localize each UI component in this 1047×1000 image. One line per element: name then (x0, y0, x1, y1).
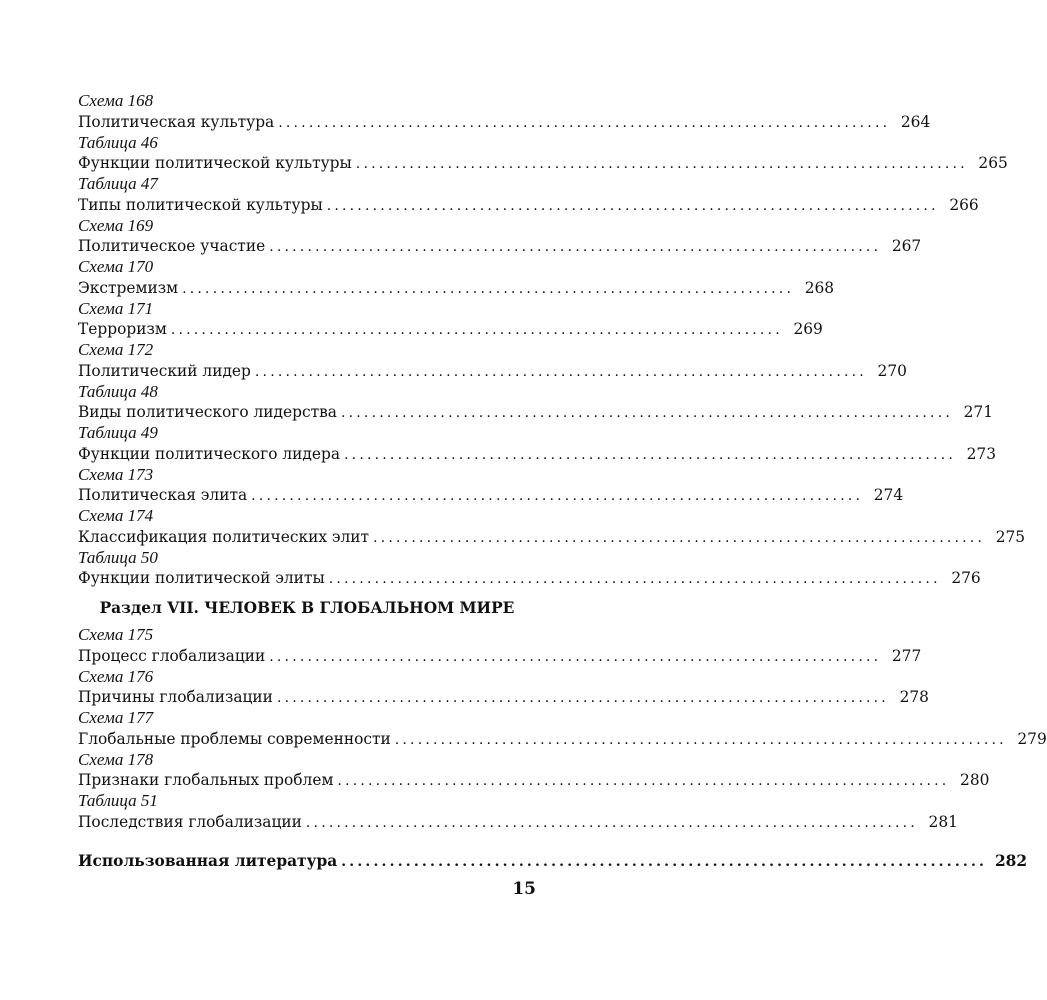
toc-entry[interactable] (78, 527, 1026, 548)
entry-page: 277 (891, 646, 922, 665)
dot-leader: ................................................................................ (394, 731, 1007, 748)
entry-title: Политический лидер (78, 361, 251, 380)
spacer (78, 833, 536, 851)
toc-entry[interactable] (78, 195, 979, 216)
entry-page: 279 (1017, 729, 1047, 748)
entry-label: Схема 173 (78, 464, 154, 484)
entry-title: Политическое участие (78, 237, 266, 256)
toc-entry[interactable] (78, 812, 958, 833)
entry-page: 270 (877, 361, 907, 380)
entry-page: 273 (966, 444, 997, 463)
entry-title: Использованная литература (78, 851, 338, 870)
entry-page: 264 (900, 112, 931, 131)
entry-label: Схема 175 (78, 625, 154, 644)
entry-label: Схема 171 (78, 298, 154, 318)
entry-label: Таблица 48 (78, 381, 158, 401)
section-entries (78, 625, 1047, 833)
entry-title: Функции политической элиты (78, 569, 325, 588)
toc-entry[interactable] (78, 361, 907, 382)
entry-page: 280 (960, 771, 990, 790)
toc-entries (78, 91, 1026, 589)
entry-title: Политическая культура (78, 112, 275, 131)
dot-leader: ................................................................................ (269, 239, 882, 256)
entry-page: 268 (804, 278, 835, 297)
dot-leader: ................................................................................ (326, 197, 939, 214)
entry-title: Типы политической культуры (78, 195, 323, 214)
entry-page: 282 (994, 851, 1028, 870)
entry-label: Схема 172 (78, 340, 154, 359)
dot-leader: ................................................................................ (278, 114, 891, 131)
entry-page: 276 (951, 569, 981, 588)
entry-page: 269 (793, 320, 823, 339)
dot-leader: ................................................................................ (276, 690, 889, 707)
page-number: 15 (512, 879, 536, 899)
toc-entry[interactable] (78, 687, 929, 708)
toc-entry[interactable] (78, 402, 993, 423)
dot-leader: ................................................................................ (254, 363, 867, 380)
entry-label: Таблица 50 (78, 547, 158, 567)
dot-leader: ................................................................................ (269, 648, 882, 665)
toc-entry[interactable] (78, 112, 931, 133)
entry-page: 278 (899, 688, 929, 707)
dot-leader: ................................................................................ (344, 446, 957, 463)
entry-page: 271 (963, 403, 993, 422)
toc-entry[interactable] (78, 770, 990, 791)
toc-entry[interactable] (78, 153, 1008, 174)
toc-entry[interactable] (78, 319, 823, 340)
toc-entry[interactable] (78, 568, 981, 589)
toc-entry[interactable] (78, 485, 904, 506)
table-of-contents (78, 91, 1047, 871)
entry-label: Таблица 46 (78, 132, 158, 152)
entry-title: Функции политической культуры (78, 154, 352, 173)
entry-page: 267 (891, 237, 922, 256)
entry-label: Схема 178 (78, 749, 154, 769)
entry-title: Глобальные проблемы современности (78, 729, 391, 748)
entry-title: Последствия глобализации (78, 812, 302, 831)
entry-label: Таблица 47 (78, 174, 158, 193)
entry-label: Схема 169 (78, 215, 154, 235)
entry-title: Экстремизм (78, 278, 179, 297)
dot-leader: ................................................................................ (305, 814, 918, 831)
entry-label: Схема 168 (78, 91, 154, 110)
section-heading: Раздел VII. ЧЕЛОВЕК В ГЛОБАЛЬНОМ МИРЕ (99, 599, 515, 617)
entry-title: Терроризм (78, 320, 167, 339)
toc-entry[interactable] (78, 236, 922, 257)
entry-label: Таблица 51 (78, 791, 158, 810)
entry-label: Схема 174 (78, 506, 154, 525)
entry-label: Схема 176 (78, 666, 154, 686)
toc-entry[interactable] (78, 444, 997, 465)
dot-leader: ................................................................................ (340, 405, 953, 422)
dot-leader: ................................................................................ (337, 773, 950, 790)
entry-title: Виды политического лидерства (78, 403, 337, 422)
entry-page: 266 (949, 195, 979, 214)
entry-label: Таблица 49 (78, 423, 158, 442)
entry-title: Классификация политических элит (78, 527, 370, 546)
entry-page: 275 (995, 527, 1026, 546)
dot-leader: ................................................................................ (170, 322, 783, 339)
toc-entry[interactable] (78, 729, 1047, 750)
entry-title: Политическая элита (78, 486, 248, 505)
entry-title: Процесс глобализации (78, 646, 266, 665)
dot-leader: ................................................................................ (341, 853, 988, 870)
dot-leader: ................................................................................ (355, 156, 968, 173)
toc-entry[interactable] (78, 278, 835, 299)
entry-title: Функции политического лидера (78, 444, 341, 463)
dot-leader: ................................................................................ (328, 571, 941, 588)
dot-leader: ................................................................................ (251, 488, 864, 505)
entry-title: Причины глобализации (78, 688, 273, 707)
entry-page: 274 (873, 486, 904, 505)
entry-label: Схема 170 (78, 257, 154, 276)
entry-page: 265 (978, 154, 1008, 173)
dot-leader: ................................................................................ (182, 280, 795, 297)
entry-page: 281 (928, 812, 958, 831)
dot-leader: ................................................................................ (373, 529, 986, 546)
toc-entry[interactable] (78, 646, 922, 667)
references-entry[interactable] (78, 851, 1028, 872)
entry-title: Признаки глобальных проблем (78, 771, 334, 790)
entry-label: Схема 177 (78, 708, 154, 727)
